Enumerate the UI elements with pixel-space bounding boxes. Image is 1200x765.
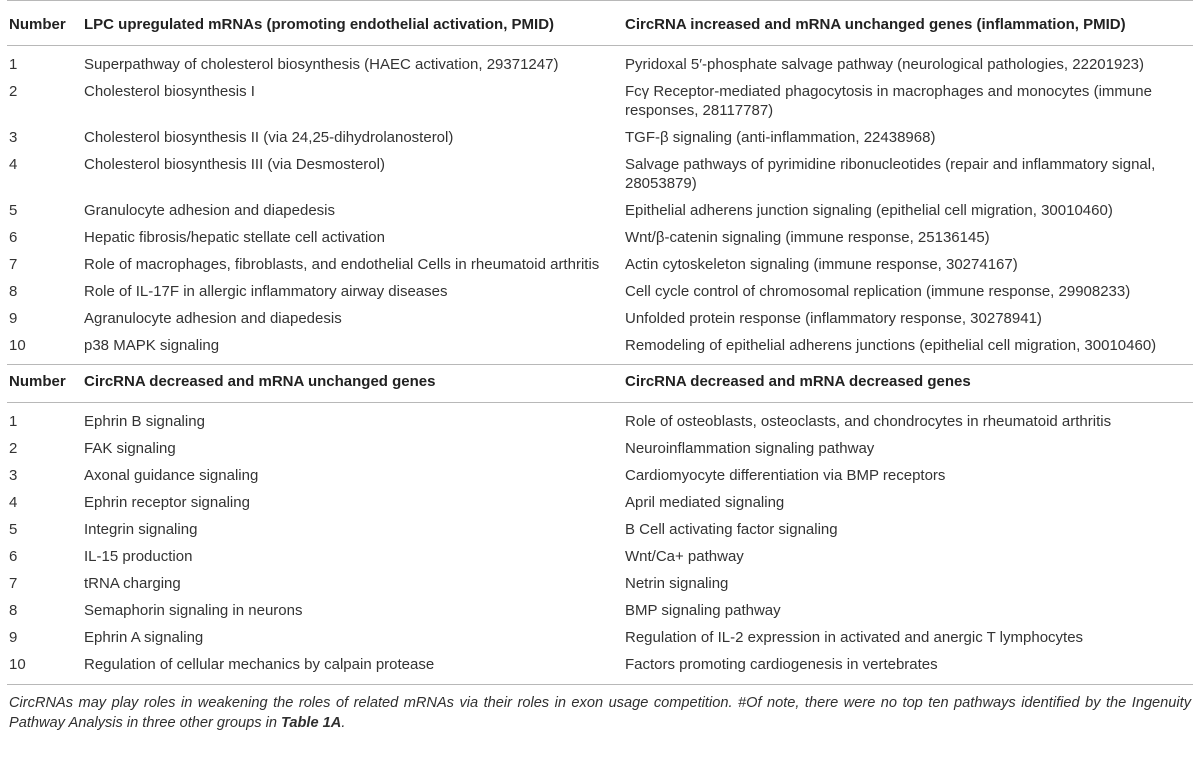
row-left-pathway: IL-15 production bbox=[84, 548, 193, 565]
row-right-pathway: Netrin signaling bbox=[625, 575, 729, 592]
row-left-pathway: tRNA charging bbox=[84, 575, 181, 592]
row-number: 8 bbox=[9, 283, 18, 300]
row-number: 5 bbox=[9, 202, 18, 219]
row-number: 10 bbox=[9, 337, 26, 354]
table-row bbox=[7, 305, 1193, 332]
row-number: 3 bbox=[9, 129, 18, 146]
footnote-table-reference: Table 1A bbox=[281, 715, 342, 731]
row-left-pathway: p38 MAPK signaling bbox=[84, 337, 220, 354]
row-number: 6 bbox=[9, 229, 18, 246]
table-row bbox=[7, 543, 1193, 570]
table-row bbox=[7, 435, 1193, 462]
row-number: 8 bbox=[9, 602, 18, 619]
table-row bbox=[7, 251, 1193, 278]
row-right-pathway: Pyridoxal 5′-phosphate salvage pathway (neurological pathologies, 22201923) bbox=[625, 56, 1144, 73]
table-row bbox=[7, 597, 1193, 624]
row-number: 10 bbox=[7, 651, 82, 685]
column-header-number: Number bbox=[7, 5, 82, 46]
row-left-pathway: Regulation of cellular mechanics by calpain protease bbox=[82, 651, 623, 685]
row-right-pathway: Factors promoting cardiogenesis in vertebrates bbox=[623, 651, 1193, 685]
row-right-pathway: Unfolded protein response (inflammatory response, 30278941) bbox=[625, 310, 1042, 327]
row-number: 9 bbox=[9, 310, 18, 327]
table-row bbox=[7, 651, 1193, 685]
row-left-pathway: Role of macrophages, fibroblasts, and endothelial Cells in rheumatoid arthritis bbox=[84, 256, 600, 273]
row-number: 5 bbox=[9, 521, 18, 538]
row-right-pathway: Cell cycle control of chromosomal replication (immune response, 29908233) bbox=[625, 283, 1131, 300]
row-number: 6 bbox=[9, 548, 18, 565]
row-left-pathway: FAK signaling bbox=[84, 440, 176, 457]
row-right-pathway: Neuroinflammation signaling pathway bbox=[625, 440, 875, 457]
table-row bbox=[7, 224, 1193, 251]
row-left-pathway: Hepatic fibrosis/hepatic stellate cell activation bbox=[84, 229, 385, 246]
row-number: 7 bbox=[9, 575, 18, 592]
footnote-text: CircRNAs may play roles in weakening the roles of related mRNAs via their roles in exon usage competition. #Of note, there were no top ten pathways identified by the Ingenuity Pathway Analysis in three other groups in bbox=[9, 695, 1191, 731]
table-row bbox=[7, 278, 1193, 305]
footnote-end: . bbox=[341, 715, 346, 731]
column-header-circrna-decreased-mrna-decreased: CircRNA decreased and mRNA decreased genes bbox=[623, 365, 1193, 403]
row-number: 2 bbox=[9, 83, 18, 100]
row-left-pathway: Ephrin B signaling bbox=[84, 413, 205, 430]
row-left-pathway: Agranulocyte adhesion and diapedesis bbox=[84, 310, 342, 327]
table-row bbox=[7, 332, 1193, 365]
row-left-pathway: Role of IL-17F in allergic inflammatory airway diseases bbox=[84, 283, 448, 300]
row-left-pathway: Axonal guidance signaling bbox=[84, 467, 259, 484]
table-row bbox=[7, 516, 1193, 543]
row-left-pathway: Cholesterol biosynthesis I bbox=[84, 83, 255, 100]
row-number: 3 bbox=[9, 467, 18, 484]
section-2-body bbox=[7, 403, 1193, 685]
row-right-pathway: TGF-β signaling (anti-inflammation, 22438968) bbox=[625, 129, 936, 146]
row-number: 4 bbox=[9, 494, 18, 511]
row-right-pathway: Actin cytoskeleton signaling (immune response, 30274167) bbox=[625, 256, 1018, 273]
row-left-pathway: Cholesterol biosynthesis II (via 24,25-dihydrolanosterol) bbox=[84, 129, 454, 146]
row-number: 2 bbox=[9, 440, 18, 457]
row-left-pathway: Semaphorin signaling in neurons bbox=[84, 602, 303, 619]
row-right-pathway: Role of osteoblasts, osteoclasts, and chondrocytes in rheumatoid arthritis bbox=[625, 413, 1112, 430]
row-right-pathway: Wnt/Ca+ pathway bbox=[625, 548, 744, 565]
row-left-pathway: Superpathway of cholesterol biosynthesis (HAEC activation, 29371247) bbox=[84, 56, 559, 73]
table-row bbox=[7, 197, 1193, 224]
table-row bbox=[7, 151, 1193, 197]
row-right-pathway: Regulation of IL-2 expression in activated and anergic T lymphocytes bbox=[625, 629, 1084, 646]
table-row bbox=[7, 403, 1193, 436]
column-header-circrna-increased: CircRNA increased and mRNA unchanged genes (inflammation, PMID) bbox=[623, 5, 1193, 46]
row-number: 1 bbox=[9, 413, 18, 430]
table-row bbox=[7, 489, 1193, 516]
column-header-lpc-upregulated: LPC upregulated mRNAs (promoting endothelial activation, PMID) bbox=[82, 5, 623, 46]
table-row bbox=[7, 570, 1193, 597]
table-row bbox=[7, 624, 1193, 651]
header-row-1 bbox=[7, 5, 1193, 46]
row-left-pathway: Ephrin receptor signaling bbox=[84, 494, 250, 511]
row-left-pathway: Cholesterol biosynthesis III (via Desmosterol) bbox=[84, 156, 385, 173]
pathway-table bbox=[7, 0, 1193, 685]
row-number: 4 bbox=[9, 156, 18, 173]
table-footnote bbox=[7, 693, 1193, 733]
column-header-number-2: Number bbox=[7, 365, 82, 403]
row-right-pathway: Wnt/β-catenin signaling (immune response, 25136145) bbox=[625, 229, 990, 246]
row-number: 7 bbox=[9, 256, 18, 273]
row-right-pathway: Salvage pathways of pyrimidine ribonucleotides (repair and inflammatory signal, 28053879) bbox=[625, 156, 1156, 192]
table-row bbox=[7, 78, 1193, 124]
row-left-pathway: Integrin signaling bbox=[84, 521, 198, 538]
section-1-body bbox=[7, 46, 1193, 365]
column-header-circrna-decreased-mrna-unchanged: CircRNA decreased and mRNA unchanged genes bbox=[82, 365, 623, 403]
row-right-pathway: April mediated signaling bbox=[625, 494, 785, 511]
row-right-pathway: Remodeling of epithelial adherens junctions (epithelial cell migration, 30010460) bbox=[625, 337, 1157, 354]
row-right-pathway: B Cell activating factor signaling bbox=[625, 521, 838, 538]
row-left-pathway: Ephrin A signaling bbox=[84, 629, 204, 646]
row-number: 9 bbox=[9, 629, 18, 646]
row-left-pathway: Granulocyte adhesion and diapedesis bbox=[84, 202, 336, 219]
row-right-pathway: Fcγ Receptor-mediated phagocytosis in macrophages and monocytes (immune responses, 28117787) bbox=[625, 83, 1152, 119]
table-row bbox=[7, 46, 1193, 79]
row-right-pathway: Cardiomyocyte differentiation via BMP receptors bbox=[625, 467, 946, 484]
table-row bbox=[7, 124, 1193, 151]
header-row-2 bbox=[7, 365, 1193, 403]
row-right-pathway: BMP signaling pathway bbox=[625, 602, 781, 619]
row-number: 1 bbox=[9, 56, 18, 73]
table-row bbox=[7, 462, 1193, 489]
row-right-pathway: Epithelial adherens junction signaling (epithelial cell migration, 30010460) bbox=[625, 202, 1113, 219]
